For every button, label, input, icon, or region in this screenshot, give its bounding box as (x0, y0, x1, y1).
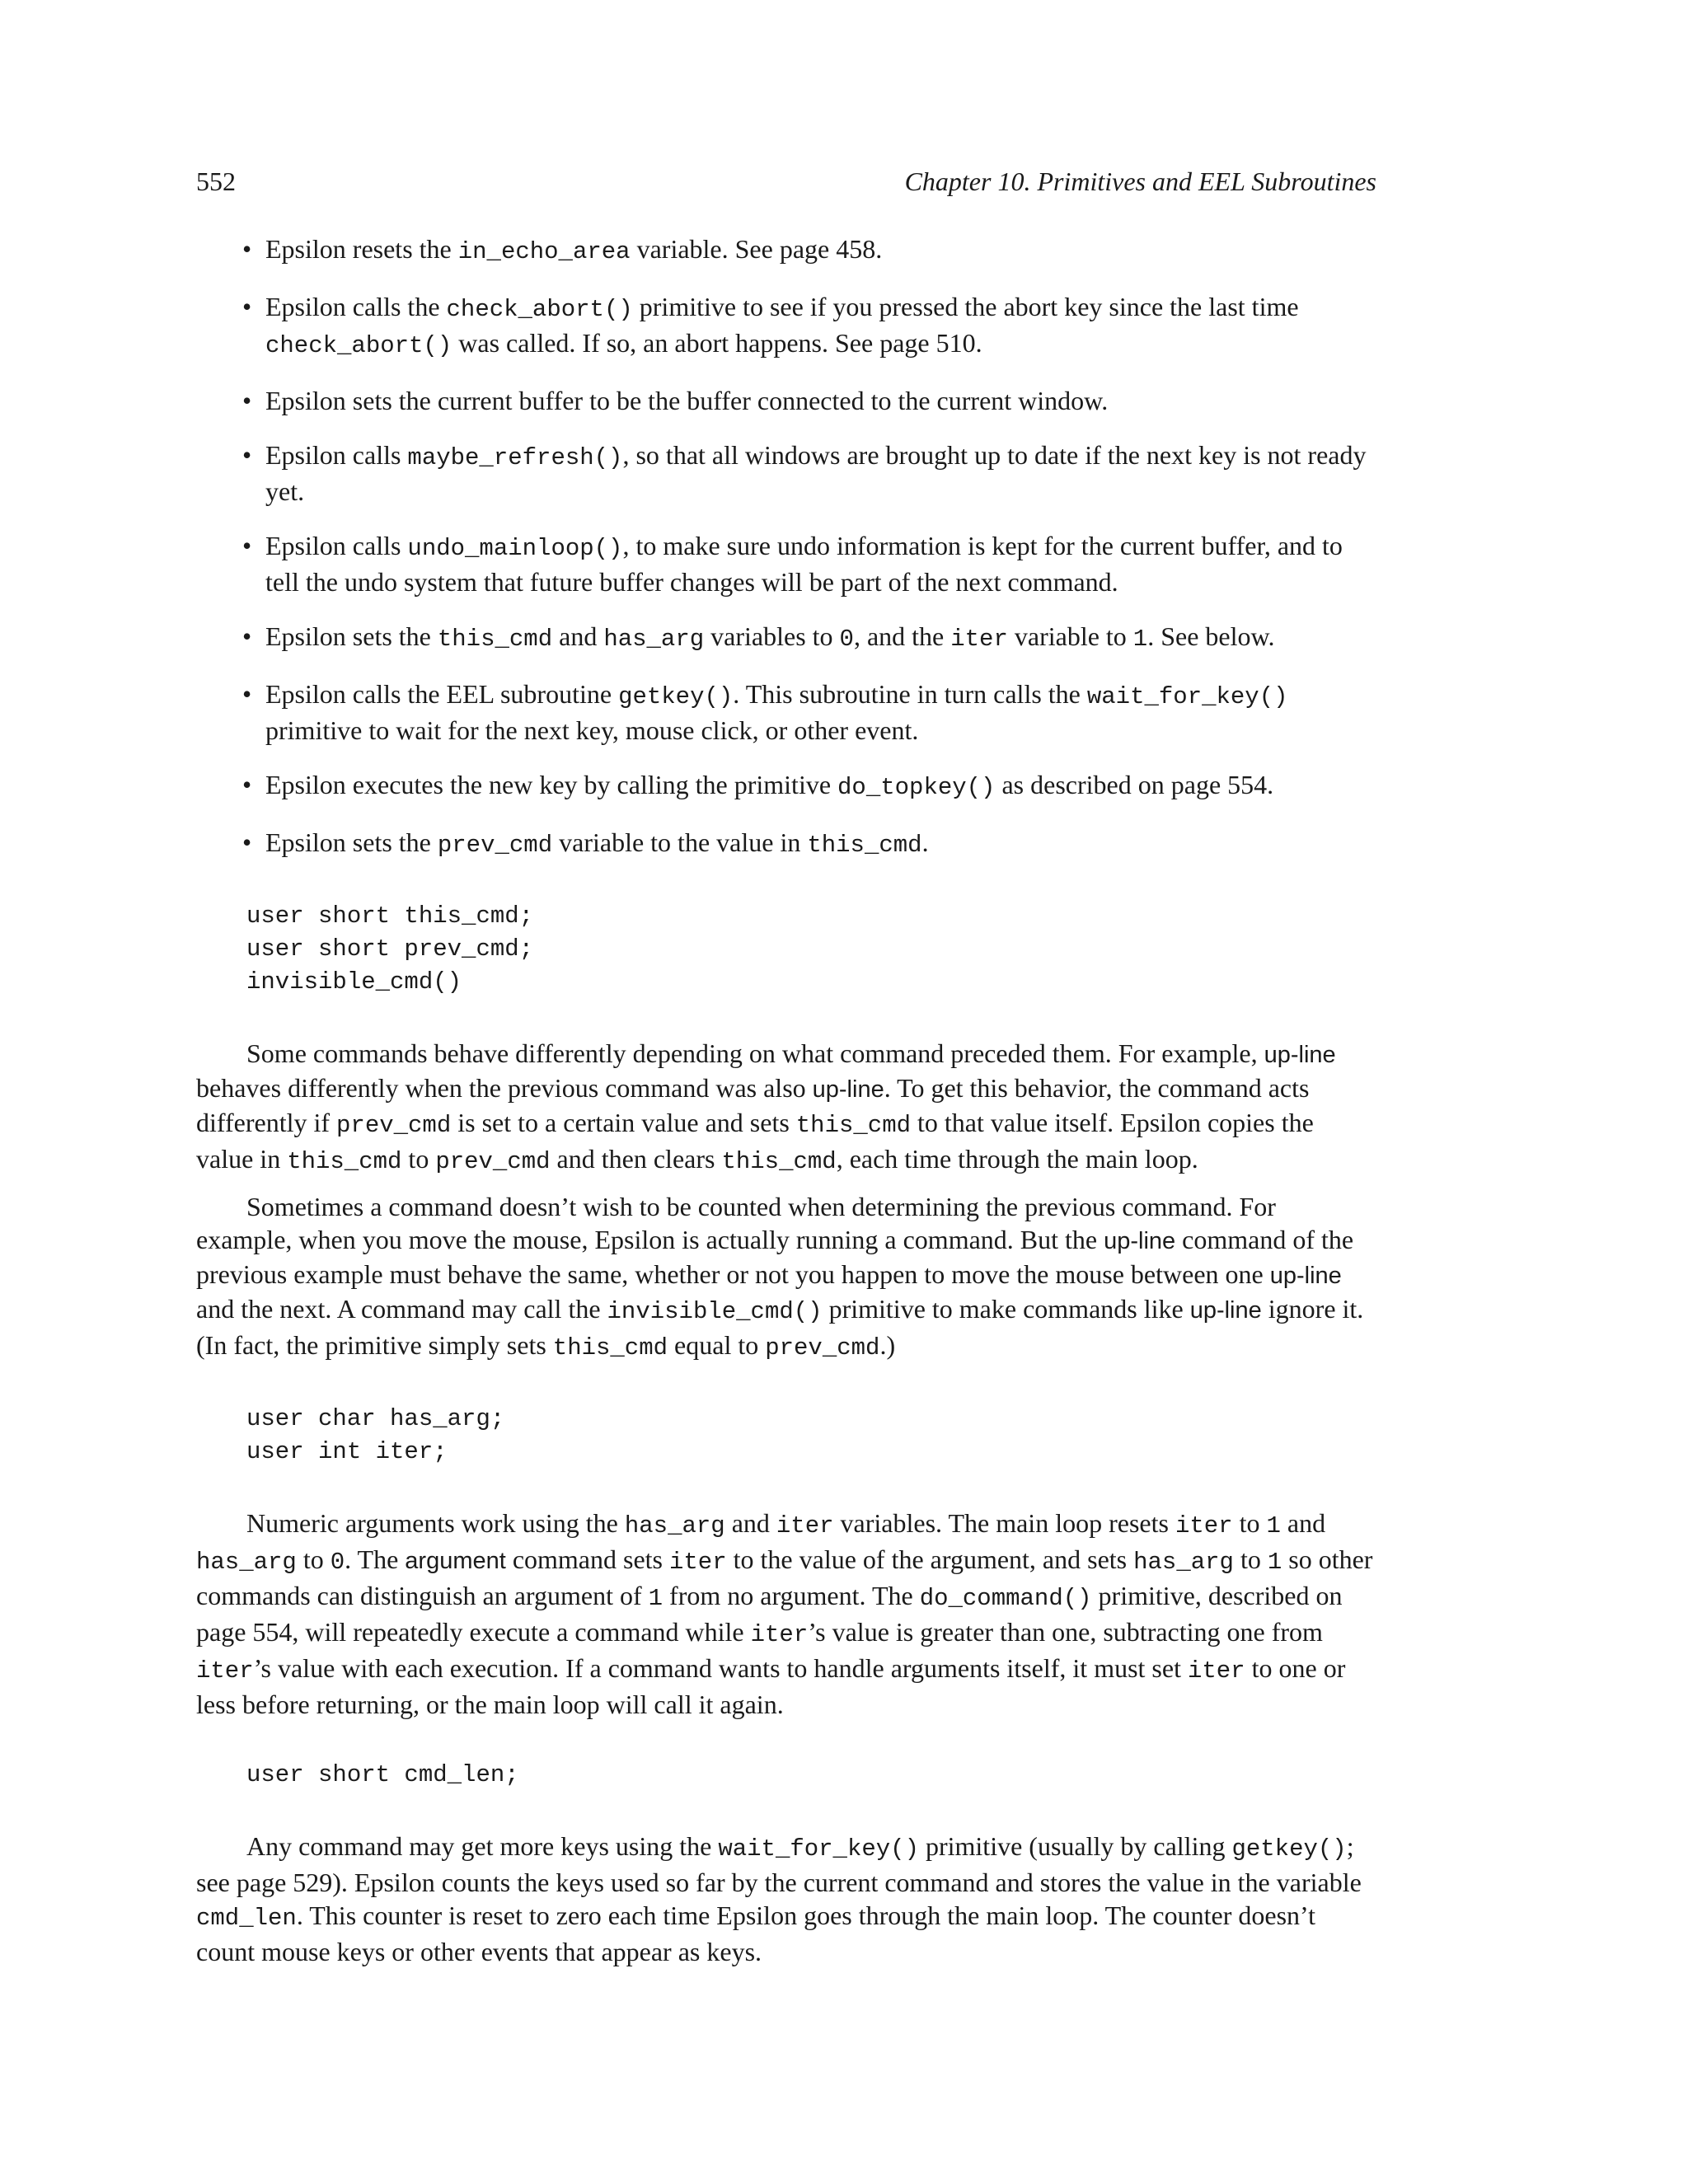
list-item (196, 232, 1376, 269)
text-run: ’s value with each execution. If a command wants to handle arguments itself, it must set (253, 1653, 1188, 1683)
inline-code: do_command() (919, 1585, 1092, 1612)
inline-code: wait_for_key() (718, 1835, 919, 1863)
text-run: Epsilon sets the current buffer to be the buffer connected to the current window. (265, 386, 1109, 415)
list-item-text (265, 440, 1366, 506)
chapter-title: Chapter 10. Primitives and EEL Subroutines (904, 166, 1376, 196)
list-item (196, 290, 1376, 363)
text-run: command of the previous example must behave the same, whether or not you happen to move the mouse between one (196, 1225, 1354, 1289)
text-run: , so that all windows are brought up to date if the next key is not ready yet. (265, 440, 1367, 506)
text-run: as described on page 554. (995, 770, 1274, 799)
text-run: Epsilon executes the new key by calling the primitive (265, 770, 838, 799)
text-run: variable to (1007, 621, 1133, 651)
inline-code: has_arg (1133, 1549, 1234, 1576)
inline-code: 1 (648, 1585, 663, 1612)
bullet-icon: • (242, 679, 252, 709)
inline-code: has_arg (624, 1512, 725, 1540)
inline-code: 0 (839, 626, 854, 653)
text-run: . See below. (1147, 621, 1275, 651)
inline-code: 1 (1266, 1512, 1281, 1540)
inline-code: iter (196, 1657, 254, 1685)
paragraph-numeric-arguments (196, 1507, 1376, 1721)
text-run: primitive, described on page 554, will repeatedly execute a command while (196, 1581, 1343, 1647)
command-name: up-line (1264, 1042, 1336, 1068)
bullet-icon: • (242, 440, 252, 470)
text-run: .) (879, 1330, 896, 1360)
text-run: Epsilon sets the (265, 621, 438, 651)
code-block-cmd-len: user short cmd_len; (246, 1761, 519, 1788)
list-item (196, 384, 1376, 417)
paragraph-cmd-len (196, 1830, 1376, 1968)
text-run: variables to (704, 621, 840, 651)
command-name: up-line (1104, 1228, 1176, 1254)
text-run: to the value of the argument, and sets (726, 1544, 1134, 1574)
text-run: ; see page 529). Epsilon counts the keys used so far by the current command and stores the value in the variable (196, 1831, 1362, 1897)
command-name: argument (405, 1548, 506, 1574)
text-run: . This subroutine in turn calls the (733, 679, 1087, 709)
inline-code: check_abort() (265, 332, 452, 359)
inline-code: this_cmd (287, 1148, 402, 1175)
bullet-icon: • (242, 292, 252, 321)
text-run: and then clears (550, 1144, 722, 1174)
list-item-text (265, 531, 1343, 597)
inline-code: prev_cmd (437, 832, 553, 859)
bullet-icon: • (242, 770, 252, 799)
text-run: Epsilon calls (265, 440, 408, 470)
list-item (196, 677, 1376, 747)
text-run: primitive to see if you pressed the abort key since the last time (632, 292, 1299, 321)
command-name: up-line (1269, 1263, 1342, 1289)
inline-code: this_cmd (807, 832, 922, 859)
text-run: . The (345, 1544, 406, 1574)
inline-code: cmd_len (196, 1905, 297, 1932)
inline-code: undo_mainloop() (407, 535, 623, 562)
text-run: variables. The main loop resets (833, 1508, 1175, 1538)
text-run: Epsilon calls (265, 531, 408, 560)
text-run: behaves differently when the previous command was also (196, 1073, 813, 1103)
text-run: so other commands can distinguish an argument of (196, 1544, 1373, 1610)
inline-code: this_cmd (721, 1148, 837, 1175)
inline-code: this_cmd (552, 1334, 668, 1361)
text-run: to (401, 1144, 436, 1174)
bullet-icon: • (242, 827, 252, 857)
inline-code: do_topkey() (837, 774, 996, 801)
text-run: Epsilon calls the (265, 292, 447, 321)
inline-code: iter (950, 626, 1008, 653)
list-item-text (265, 827, 929, 857)
text-run: ignore it. (In fact, the primitive simply sets (196, 1294, 1364, 1360)
inline-code: 0 (330, 1549, 345, 1576)
list-item-text (265, 679, 1288, 745)
paragraph-invisible-cmd (196, 1190, 1376, 1365)
code-block-arg-variables: user char has_arg; user int iter; (246, 1405, 505, 1465)
text-run: command sets (505, 1544, 669, 1574)
list-item-text (265, 770, 1273, 799)
list-item-text (265, 386, 1108, 415)
bullet-icon: • (242, 234, 252, 264)
inline-code: in_echo_area (457, 238, 631, 265)
inline-code: iter (1187, 1657, 1245, 1685)
text-run: equal to (668, 1330, 766, 1360)
text-run: to (1232, 1508, 1267, 1538)
text-run: was called. If so, an abort happens. See page 510. (452, 328, 982, 358)
text-run: Epsilon resets the (265, 234, 458, 264)
list-item (196, 529, 1376, 598)
text-run: Epsilon sets the (265, 827, 438, 857)
text-run: to one or less before returning, or the main loop will call it again. (196, 1653, 1346, 1719)
text-run: . This counter is reset to zero each time Epsilon goes through the main loop. The counter doesn’t count mouse keys or other events that appear as keys. (196, 1900, 1315, 1966)
bullet-icon: • (242, 531, 252, 560)
inline-code: getkey() (1231, 1835, 1347, 1863)
inline-code: prev_cmd (435, 1148, 551, 1175)
bullet-icon: • (242, 386, 252, 415)
list-item (196, 768, 1376, 804)
text-run: to that value itself. Epsilon copies the value in (196, 1108, 1314, 1174)
inline-code: iter (776, 1512, 834, 1540)
code-block-cmd-variables: user short this_cmd; user short prev_cmd; invisible_cmd() (246, 902, 534, 996)
text-run: to (1233, 1544, 1268, 1574)
text-run: Numeric arguments work using the (246, 1508, 625, 1538)
text-run: Epsilon calls the EEL subroutine (265, 679, 619, 709)
list-item-text (265, 292, 1299, 358)
inline-code: check_abort() (446, 296, 633, 323)
text-run: and (724, 1508, 776, 1538)
list-item (196, 620, 1376, 656)
list-item-text (265, 234, 882, 264)
inline-code: maybe_refresh() (407, 444, 623, 471)
inline-code: 1 (1132, 626, 1148, 653)
text-run: . To get this behavior, the command acts differently if (196, 1073, 1310, 1137)
text-run: variable to the value in (552, 827, 808, 857)
inline-code: prev_cmd (765, 1334, 880, 1361)
list-item (196, 826, 1376, 862)
text-run: and (1280, 1508, 1326, 1538)
bullet-icon: • (242, 621, 252, 651)
inline-code: prev_cmd (336, 1112, 452, 1139)
inline-code: iter (669, 1549, 727, 1576)
command-name: up-line (1189, 1297, 1262, 1324)
inline-code: iter (750, 1621, 809, 1648)
list-item-text (265, 621, 1275, 651)
text-run: . (921, 827, 929, 857)
inline-code: invisible_cmd() (607, 1298, 823, 1325)
list-item (196, 438, 1376, 508)
text-run: variable. See page 458. (630, 234, 883, 264)
text-run: from no argument. The (663, 1581, 920, 1610)
inline-code: this_cmd (437, 626, 553, 653)
document-page (196, 165, 1376, 1980)
text-run: primitive to make commands like (822, 1294, 1190, 1324)
inline-code: getkey() (618, 683, 734, 710)
text-run: Any command may get more keys using the (246, 1831, 719, 1861)
inline-code: this_cmd (795, 1112, 912, 1139)
text-run: ’s value is greater than one, subtracting one from (808, 1617, 1323, 1647)
page-number: 552 (196, 166, 236, 196)
text-run: and (552, 621, 604, 651)
text-run: Sometimes a command doesn’t wish to be counted when determining the previous command. For example, when you move the mouse, Epsilon is actually running a command. But the (196, 1192, 1276, 1254)
text-run: , to make sure undo information is kept for the current buffer, and to tell the undo system that future buffer changes will be part of the next command. (265, 531, 1343, 597)
text-run: to (296, 1544, 331, 1574)
inline-code: iter (1175, 1512, 1233, 1540)
text-run: primitive (usually by calling (918, 1831, 1232, 1861)
main-loop-steps-list (196, 232, 1376, 862)
inline-code: wait_for_key() (1086, 683, 1288, 710)
page-header (196, 165, 1376, 198)
text-run: , each time through the main loop. (836, 1144, 1198, 1174)
inline-code: has_arg (603, 626, 705, 653)
text-run: is set to a certain value and sets (451, 1108, 796, 1137)
text-run: Some commands behave differently depending on what command preceded them. For example, (246, 1038, 1264, 1068)
text-run: and the next. A command may call the (196, 1294, 607, 1324)
text-run: primitive to wait for the next key, mouse click, or other event. (265, 715, 919, 745)
inline-code: 1 (1267, 1549, 1282, 1576)
text-run: , and the (853, 621, 951, 651)
command-name: up-line (812, 1076, 884, 1103)
inline-code: has_arg (196, 1549, 297, 1576)
paragraph-prev-cmd (196, 1037, 1376, 1179)
